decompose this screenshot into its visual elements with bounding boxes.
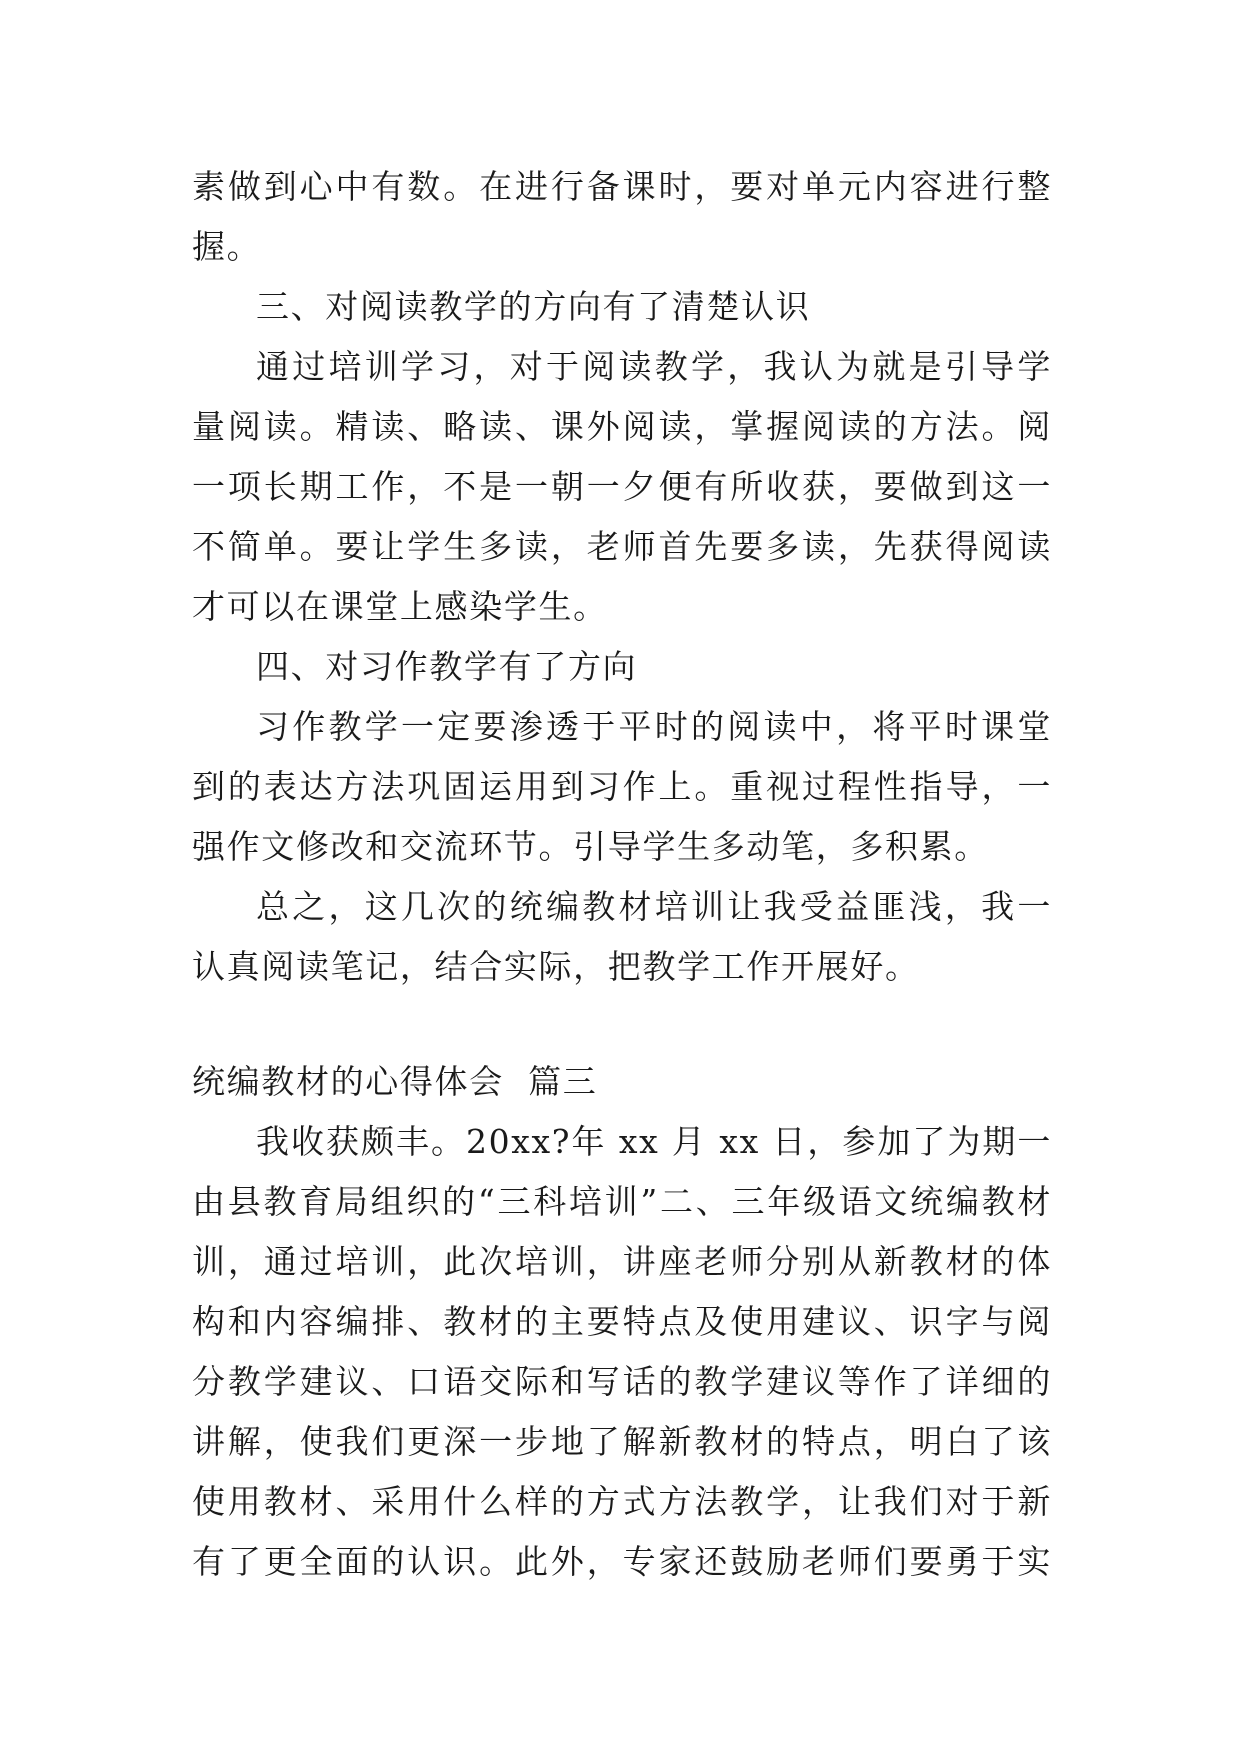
paragraph-line: 训，通过培训，此次培训，讲座老师分别从新教材的体 (192, 1242, 1052, 1281)
paragraph-line: 总之，这几次的统编教材培训让我受益匪浅，我一 (256, 887, 1052, 926)
paragraph-line: 构和内容编排、教材的主要特点及使用建议、识字与阅 (192, 1302, 1052, 1341)
paragraph-line: 我收获颇丰。20xx?年 xx 月 xx 日，参加了为期一 (256, 1122, 1052, 1161)
paragraph-line: 通过培训学习，对于阅读教学，我认为就是引导学 (256, 347, 1052, 386)
subheading-writing: 四、对习作教学有了方向 (256, 647, 638, 686)
section-spacer (192, 997, 1052, 1052)
paragraph-line: 由县教育局组织的“三科培训”二、三年级语文统编教材 (192, 1182, 1052, 1221)
paragraph-line: 量阅读。精读、略读、课外阅读，掌握阅读的方法。阅 (192, 407, 1052, 446)
paragraph-continuation-line: 握。 (192, 227, 262, 266)
document-body (192, 157, 1052, 1592)
paragraph-line: 分教学建议、口语交际和写话的教学建议等作了详细的 (192, 1362, 1052, 1401)
paragraph-line: 强作文修改和交流环节。引导学生多动笔，多积累。 (192, 827, 989, 866)
paragraph-line: 习作教学一定要渗透于平时的阅读中，将平时课堂 (256, 707, 1052, 746)
paragraph-line: 使用教材、采用什么样的方式方法教学，让我们对于新 (192, 1482, 1052, 1521)
section-title: 统编教材的心得体会 篇三 (192, 1062, 598, 1101)
subheading-reading: 三、对阅读教学的方向有了清楚认识 (256, 287, 811, 326)
paragraph-line: 一项长期工作，不是一朝一夕便有所收获，要做到这一 (192, 467, 1052, 506)
paragraph-line: 认真阅读笔记，结合实际，把教学工作开展好。 (192, 947, 920, 986)
paragraph-line: 讲解，使我们更深一步地了解新教材的特点，明白了该 (192, 1422, 1052, 1461)
paragraph-line: 才可以在课堂上感染学生。 (192, 587, 608, 626)
paragraph-line: 有了更全面的认识。此外，专家还鼓励老师们要勇于实 (192, 1542, 1052, 1581)
paragraph-line: 不简单。要让学生多读，老师首先要多读，先获得阅读 (192, 527, 1052, 566)
paragraph-line: 到的表达方法巩固运用到习作上。重视过程性指导，一 (192, 767, 1052, 806)
paragraph-continuation-line: 素做到心中有数。在进行备课时，要对单元内容进行整 (192, 167, 1052, 206)
